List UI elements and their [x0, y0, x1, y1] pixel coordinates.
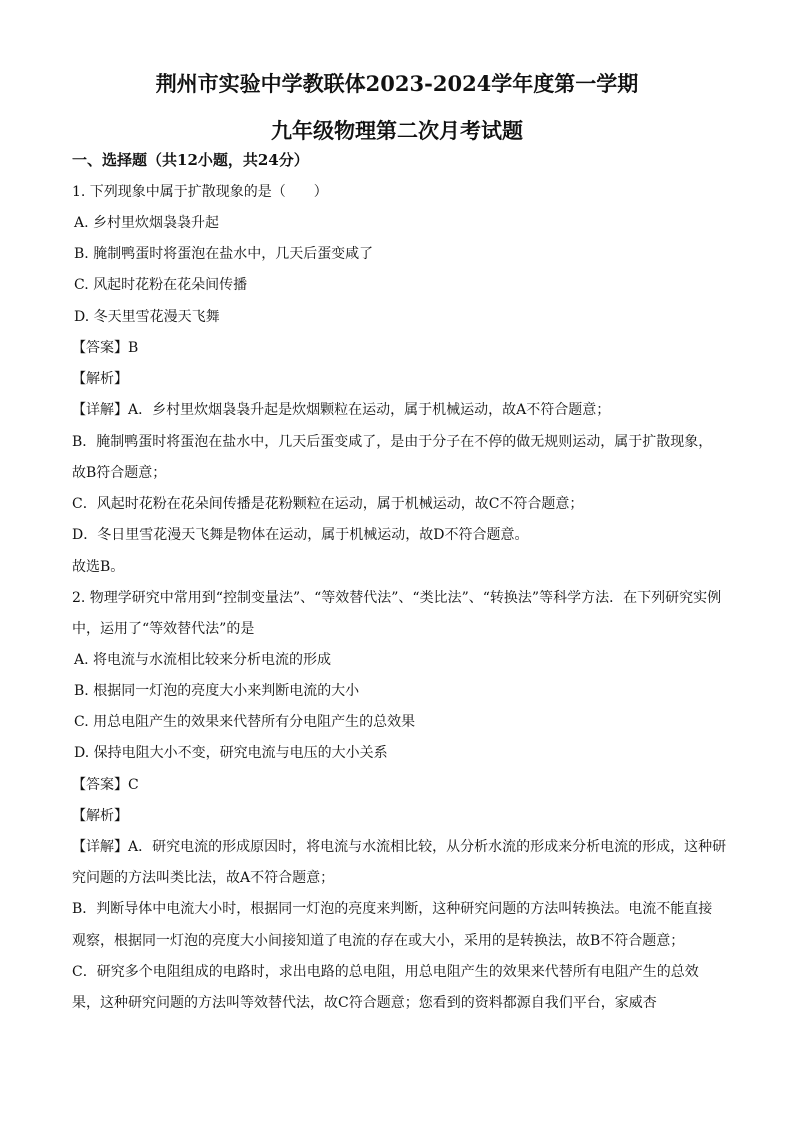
- question-2-detail-c: C．研究多个电阻组成的电路时，求出电路的总电阻，用总电阻产生的效果来代替所有电阻产生的总效: [72, 964, 699, 980]
- document-title: 荆州市实验中学教联体2023-2024学年度第一学期: [155, 71, 639, 96]
- question-2-option-c: C. 用总电阻产生的效果来代替所有分电阻产生的总效果: [74, 714, 416, 730]
- question-2-detail-a-cont: 究问题的方法叫类比法，故A不符合题意；: [72, 870, 335, 886]
- question-2-option-a: A. 将电流与水流相比较来分析电流的形成: [74, 652, 332, 668]
- question-2-detail-b: B．判断导体中电流大小时，根据同一灯泡的亮度来判断，这种研究问题的方法叫转换法。电流不能直接: [72, 901, 713, 917]
- question-1-detail-b-cont: 故B符合题意；: [72, 465, 167, 481]
- question-1-answer: 【答案】B: [72, 340, 139, 356]
- question-1-detail-d: D．冬日里雪花漫天飞舞是物体在运动，属于机械运动，故D不符合题意。: [72, 527, 529, 543]
- question-2-analysis-label: 【解析】: [72, 808, 128, 824]
- question-2-stem: 2. 物理学研究中常用到“控制变量法”、“等效替代法”、“类比法”、“转换法”等科学方法．在下列研究实例: [72, 590, 722, 606]
- question-1-option-b: B. 腌制鸭蛋时将蛋泡在盐水中，几天后蛋变咸了: [74, 246, 374, 262]
- question-1-analysis-label: 【解析】: [72, 371, 128, 387]
- question-2-answer: 【答案】C: [72, 777, 139, 793]
- section-heading: 一、选择题（共12小题，共24分）: [72, 151, 309, 169]
- question-1-stem: 1. 下列现象中属于扩散现象的是（ ）: [72, 184, 328, 200]
- question-1-option-c: C. 风起时花粉在花朵间传播: [74, 277, 248, 293]
- question-2-detail-a: 【详解】A．研究电流的形成原因时，将电流与水流相比较，从分析水流的形成来分析电流的形成，这种研: [72, 839, 727, 855]
- question-1-detail-c: C．风起时花粉在花朵间传播是花粉颗粒在运动，属于机械运动，故C不符合题意；: [72, 496, 584, 512]
- document-subtitle: 九年级物理第二次月考试题: [271, 118, 523, 143]
- question-2-detail-b-cont: 观察，根据同一灯泡的亮度大小间接知道了电流的存在或大小，采用的是转换法，故B不符合题意；: [72, 933, 685, 949]
- question-1-detail-b: B．腌制鸭蛋时将蛋泡在盐水中，几天后蛋变咸了，是由于分子在不停的做无规则运动，属于扩散现象，: [72, 434, 713, 450]
- question-2-option-b: B. 根据同一灯泡的亮度大小来判断电流的大小: [74, 683, 360, 699]
- question-1-detail-a: 【详解】A．乡村里炊烟袅袅升起是炊烟颗粒在运动，属于机械运动，故A不符合题意；: [72, 402, 611, 418]
- question-1-option-a: A. 乡村里炊烟袅袅升起: [74, 215, 220, 231]
- question-2-stem-cont: 中，运用了“等效替代法”的是: [72, 621, 255, 637]
- question-1-conclusion: 故选B。: [72, 559, 125, 575]
- question-1-option-d: D. 冬天里雪花漫天飞舞: [74, 309, 220, 325]
- question-2-option-d: D. 保持电阻大小不变，研究电流与电压的大小关系: [74, 745, 388, 761]
- question-2-detail-c-cont: 果，这种研究问题的方法叫等效替代法，故C符合题意；您看到的资料都源自我们平台，家威杏: [72, 995, 657, 1011]
